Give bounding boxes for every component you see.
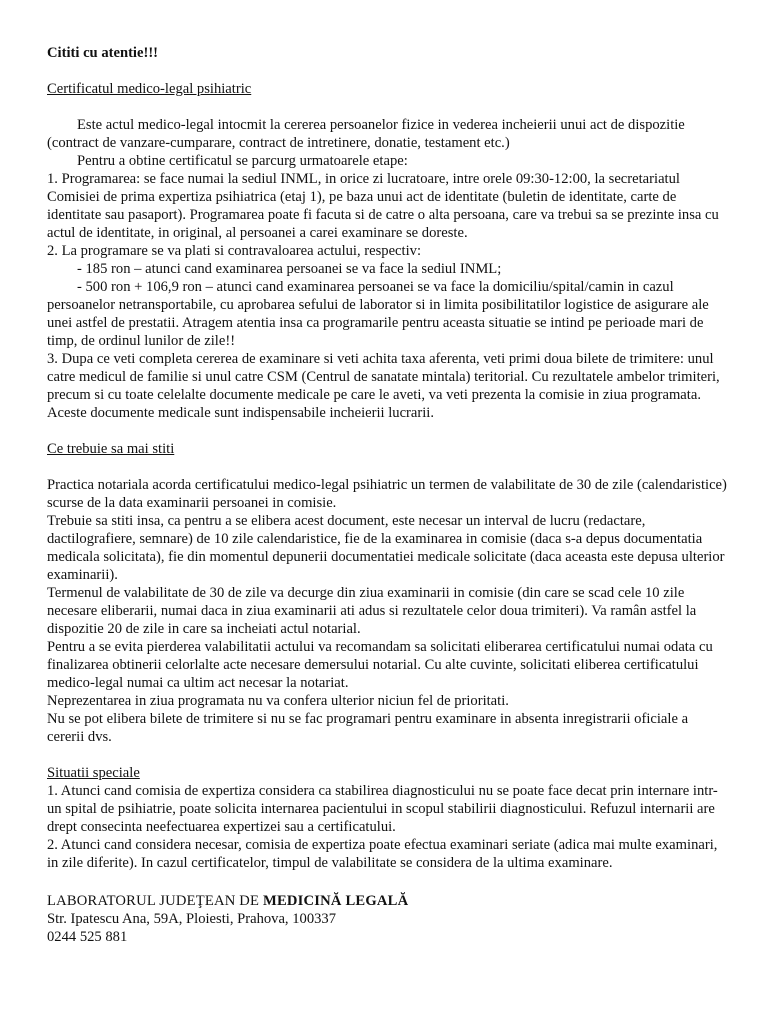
- step-2-paragraph: 2. La programare se va plati si contravaloarea actului, respectiv:: [47, 243, 422, 259]
- document-title: Cititi cu atentie!!!: [47, 45, 159, 61]
- section-heading-special-cases: Situatii speciale: [47, 765, 140, 781]
- organization-name: [47, 892, 727, 910]
- special-case-paragraph: 2. Atunci cand considera necesar, comisia de expertiza poate efectua examinari seriate (adica mai multe examinari, in zile diferite). In cazul certificatelor, timpul de valabilitate se considera de la ultima examinare.: [47, 837, 718, 871]
- info-paragraph: Practica notariala acorda certificatului medico-legal psihiatric un termen de valabilitate de 30 de zile (calendaristice) scurse de la data examinarii persoanei in comisie.: [47, 477, 727, 511]
- step-2-fee-inml: - 185 ron – atunci cand examinarea persoanei se va face la sediul INML;: [77, 261, 502, 277]
- info-paragraph: Trebuie sa stiti insa, ca pentru a se elibera acest document, este necesar un interval de lucru (redactare, dactilografiere, semnare) de 10 zile calendaristice, fie de la examinarea in comisie (daca s-a depus documentatia medicala solicitata), fie din momentul depunerii documentatiei medicale solicitate (daca aceasta este depusa ulterior examinarii).: [47, 513, 725, 583]
- section-heading-certificate: Certificatul medico-legal psihiatric: [47, 81, 252, 97]
- special-case-paragraph: 1. Atunci cand comisia de expertiza considera ca stabilirea diagnosticului nu se poate face decat prin internare intr-un spital de psihiatrie, poate solicita internarea pacientului in scopul stabilirii diagnosticului. Refuzul internarii are drept consecinta neefectuarea expertizei sau a certificatului.: [47, 783, 718, 835]
- info-paragraph: Nu se pot elibera bilete de trimitere si nu se fac programari pentru examinare in absenta inregistrarii oficiale a cererii dvs.: [47, 711, 689, 745]
- document-page: [47, 44, 727, 946]
- intro-steps-lead: Pentru a obtine certificatul se parcurg urmatoarele etape:: [77, 153, 408, 169]
- organization-address: Str. Ipatescu Ana, 59A, Ploiesti, Prahova, 100337: [47, 911, 337, 927]
- step-2-fee-home: - 500 ron + 106,9 ron – atunci cand examinarea persoanei se va face la domiciliu/spital/camin in cazul persoanelor netransportabile, cu aprobarea sefului de laborator si in limita posibilitatilor logistice de asigurare ale unei astfel de prestatii. Atragem atentia insa ca programarile pentru aceasta situatie se intind pe perioade mari de timp, de ordinul lunilor de zile!!: [47, 279, 709, 349]
- organization-phone: 0244 525 881: [47, 929, 128, 945]
- info-paragraph: Neprezentarea in ziua programata nu va confera ulterior niciun fel de prioritati.: [47, 693, 509, 709]
- organization-name-regular: LABORATORUL JUDEŢEAN DE: [47, 893, 263, 909]
- info-paragraph: Termenul de valabilitate de 30 de zile va decurge din ziua examinarii in comisie (din care se scad cele 10 zile necesare eliberarii, numai daca in ziua examinarii ati adus si rezultatele celor doua trimiteri). Va ramân astfel la dispozitie 20 de zile in care sa incheiati actul notarial.: [47, 585, 697, 637]
- organization-name-bold: MEDICINĂ LEGALĂ: [263, 893, 409, 909]
- info-paragraph: Pentru a se evita pierderea valabilitatii actului va recomandam sa solicitati eliberarea certificatului numai odata cu finalizarea obtinerii celorlalte acte necesare demersului notarial. Cu alte cuvinte, solicitati eliberea certificatului medico-legal numai ca ultim act necesar la notariat.: [47, 639, 713, 691]
- step-1-paragraph: 1. Programarea: se face numai la sediul INML, in orice zi lucratoare, intre orele 09:30-12:00, la secretariatul Comisiei de prima expertiza psihiatrica (etaj 1), pe baza unui act de identitate (buletin de identitate, carte de identitate sau pasaport). Programarea poate fi facuta si de catre o alta persoana, care va trebui sa se prezinte insa cu actul de identitate, in original, al persoanei a carei examinare se doreste.: [47, 171, 719, 241]
- intro-paragraph: Este actul medico-legal intocmit la cererea persoanelor fizice in vederea incheierii unui act de dispozitie (contract de vanzare-cumparare, contract de intretinere, donatie, testament etc.): [47, 117, 685, 151]
- step-3-paragraph: 3. Dupa ce veti completa cererea de examinare si veti achita taxa aferenta, veti primi doua bilete de trimitere: unul catre medicul de familie si unul catre CSM (Centrul de sanatate mintala) teritorial. Cu rezultatele ambelor trimiteri, precum si cu toate celelalte documente medicale pe care le aveti, va veti prezenta la comisie in ziua programata. Aceste documente medicale sunt indispensabile incheierii lucrarii.: [47, 351, 720, 421]
- section-heading-more-info: Ce trebuie sa mai stiti: [47, 441, 175, 457]
